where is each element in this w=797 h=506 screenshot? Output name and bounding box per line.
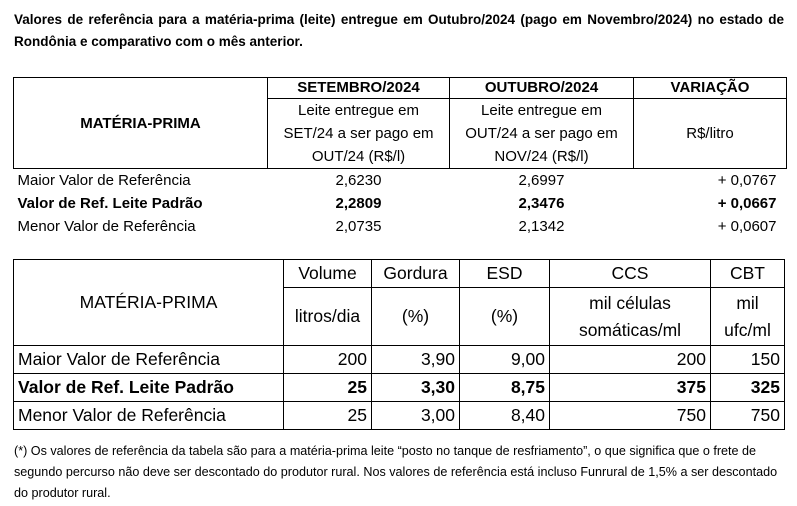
value-setembro: 2,6230 (335, 172, 382, 189)
table1-label: MATÉRIA-PRIMA (80, 114, 201, 132)
col-header-setembro: SETEMBRO/2024 (268, 78, 450, 99)
subheader-setembro: Leite entregue em SET/24 a ser pago em OUT/24 (R$/l) (268, 99, 450, 169)
value-outubro: 2,3476 (518, 195, 565, 212)
subheader-variacao: R$/litro (634, 99, 787, 169)
value-gordura: 3,90 (372, 346, 460, 374)
table1-row-menor (14, 215, 787, 238)
row-label: Valor de Ref. Leite Padrão (14, 374, 284, 402)
value-volume: 25 (284, 402, 372, 430)
unit-gordura: (%) (372, 288, 460, 346)
value-esd: 8,75 (460, 374, 550, 402)
table2-row-menor (14, 402, 785, 430)
col-header-cbt: CBT (711, 260, 785, 288)
value-variacao: + 0,0607 (717, 218, 777, 235)
value-ccs: 375 (550, 374, 711, 402)
value-cbt: 750 (711, 402, 785, 430)
value-esd: 8,40 (460, 402, 550, 430)
value-setembro: 2,0735 (335, 218, 382, 235)
row-label: Menor Valor de Referência (17, 218, 196, 235)
col-header-gordura: Gordura (372, 260, 460, 288)
row-label: Maior Valor de Referência (17, 172, 191, 189)
value-ccs: 200 (550, 346, 711, 374)
price-comparison-table (13, 77, 787, 238)
subheader-outubro: Leite entregue em OUT/24 a ser pago em NOV/24 (R$/l) (450, 99, 634, 169)
value-cbt: 325 (711, 374, 785, 402)
value-esd: 9,00 (460, 346, 550, 374)
table1-row-padrao (14, 192, 787, 215)
table2-row-padrao (14, 374, 785, 402)
value-gordura: 3,30 (372, 374, 460, 402)
value-outubro: 2,6997 (518, 172, 565, 189)
col-header-esd: ESD (460, 260, 550, 288)
col-header-volume: Volume (284, 260, 372, 288)
value-ccs: 750 (550, 402, 711, 430)
quality-parameters-table (13, 259, 785, 430)
col-header-variacao: VARIAÇÃO (634, 78, 787, 99)
value-gordura: 3,00 (372, 402, 460, 430)
value-cbt: 150 (711, 346, 785, 374)
unit-volume: litros/dia (284, 288, 372, 346)
value-variacao: + 0,0767 (717, 172, 777, 189)
value-outubro: 2,1342 (518, 218, 565, 235)
table1-label-cell (14, 78, 268, 169)
value-volume: 25 (284, 374, 372, 402)
col-header-outubro: OUTUBRO/2024 (450, 78, 634, 99)
unit-ccs: mil células somáticas/ml (550, 288, 711, 346)
table2-row-maior (14, 346, 785, 374)
unit-esd: (%) (460, 288, 550, 346)
document-title: Valores de referência para a matéria-prima (leite) entregue em Outubro/2024 (pago em Novembro/2024) no estado de Rondônia e comparativo com o mês anterior. (14, 12, 784, 49)
value-setembro: 2,2809 (335, 195, 382, 212)
unit-cbt: mil ufc/ml (711, 288, 785, 346)
row-label: Menor Valor de Referência (14, 402, 284, 430)
row-label: Valor de Ref. Leite Padrão (17, 195, 203, 212)
footnote: (*) Os valores de referência da tabela são para a matéria-prima leite “posto no tanque de resfriamento”, o que significa que o frete de segundo percurso não deve ser descontado do produtor rural. Nos valores de referência está incluso Funrural de 1,5% a ser descontado do produtor rural. (14, 444, 778, 500)
value-variacao: + 0,0667 (717, 195, 777, 212)
row-label: Maior Valor de Referência (14, 346, 284, 374)
table1-row-maior (14, 169, 787, 193)
col-header-ccs: CCS (550, 260, 711, 288)
value-volume: 200 (284, 346, 372, 374)
table2-label: MATÉRIA-PRIMA (14, 260, 284, 346)
